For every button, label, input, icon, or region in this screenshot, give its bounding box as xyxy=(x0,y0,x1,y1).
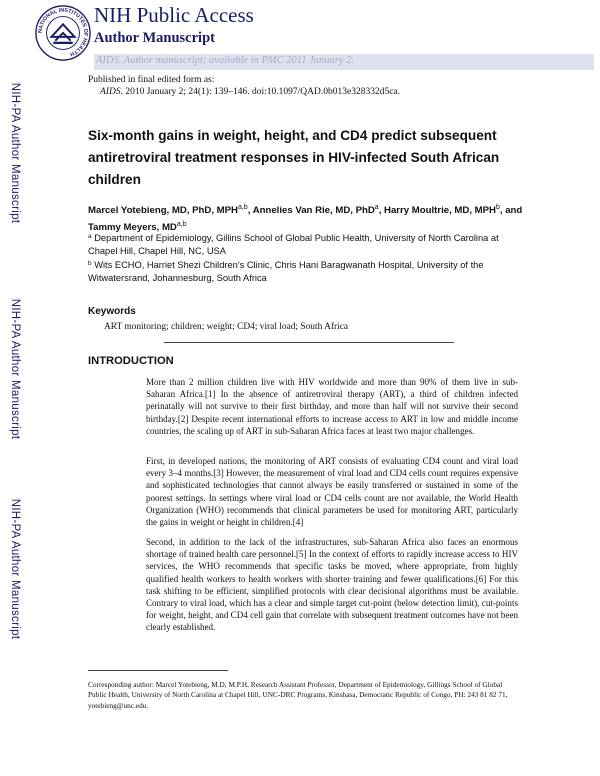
availability-notice: AIDS. Author manuscript; available in PMC 2011 January 2. xyxy=(96,55,354,66)
author-separator: , xyxy=(378,205,385,216)
author-name: Tammy Meyers, MD xyxy=(88,222,177,233)
nih-header xyxy=(0,0,600,72)
side-watermark-3 xyxy=(6,494,24,644)
citation xyxy=(100,87,400,97)
author-name: Marcel Yotebieng, MD, PhD, MPH xyxy=(88,205,238,216)
author-affiliation-mark: a xyxy=(374,204,379,211)
author-name: Harry Moultrie, MD, MPH xyxy=(384,205,496,216)
author-affiliation-mark: a,b xyxy=(237,204,248,211)
logo-ring-text: NATIONAL INSTITUTES OF HEALTH xyxy=(37,7,89,57)
author-name: Annelies Van Rie, MD, PhD xyxy=(252,205,375,216)
side-watermark-2 xyxy=(6,294,24,444)
affiliation-a xyxy=(88,230,528,258)
paragraph-1: More than 2 million children live with HIV worldwide and more than 90% of them live in sub-Saharan Africa.[1] In the absence of antiretroviral therapy (ART), a third of children infected perinatally will not survive to their first birthday, and more than half will not survive their second birthday.[2] Despite recent international efforts to increase access to ART in low and middle income countries, the scaling up of ART in sub-Saharan Africa faces at least two major challenges. xyxy=(146,377,518,436)
author-affiliation-mark: a,b xyxy=(176,221,187,228)
affiliation-text: Wits ECHO, Harriet Shezi Children's Clinic, Chris Hani Baragwanath Hospital, University of the Witwatersrand, Johannesburg, South Africa xyxy=(88,260,484,283)
author-manuscript-label: Author Manuscript xyxy=(94,30,215,46)
divider xyxy=(164,342,454,343)
nih-seal-icon xyxy=(34,4,92,62)
side-watermark-1 xyxy=(6,78,24,228)
affiliation-text: Department of Epidemiology, Gillins School of Global Public Health, University of North Carolina at Chapel Hill, Chapel Hill, NC, USA xyxy=(88,233,499,256)
paragraph-2: First, in developed nations, the monitoring of ART consists of evaluating CD4 count and viral load every 3–4 months.[3] However, the measurement of viral load and CD4 cells count requires expensive and sophisticated technologies that cannot always be easily transferred or sustained in some of the poorest settings. In settings where viral load or CD4 cells count are not available, the World Health Organization (WHO) recommends that clinical parameters be used for monitoring ART, particularly the gains in weight or height in children.[4] xyxy=(146,456,518,528)
published-label: Published in final edited form as: xyxy=(88,75,215,85)
affiliation-b xyxy=(88,257,528,285)
article-title: Six-month gains in weight, height, and CD4 predict subsequent antiretroviral treatment responses in HIV-infected South African children xyxy=(88,128,500,187)
nih-public-access-title: NIH Public Access xyxy=(94,3,254,27)
corresponding-author-footnote: Corresponding author: Marcel Yotebieng, M.D, M.P.H, Research Assistant Professor, Department of Epidemiology, Gillings School of Global Public Health, University of North Carolina at Chapel Hill, UNC-DRC Programs, Kinshasa, Democratic Republic of Congo, PH: 243 81 82 71, yotebieng@unc.edu. xyxy=(88,680,508,710)
journal-name: AIDS xyxy=(100,87,121,97)
author-affiliation-mark: b xyxy=(495,204,500,211)
keywords-text: ART monitoring; children; weight; CD4; viral load; South Africa xyxy=(104,322,349,332)
footnote-divider xyxy=(88,670,228,671)
citation-details: . 2010 January 2; 24(1): 139–146. doi:10.1097/QAD.0b013e328332d5ca. xyxy=(120,87,401,97)
author-separator: , and xyxy=(499,205,523,216)
side-watermark-text: NIH-PA Author Manuscript xyxy=(9,298,21,440)
keywords-heading: Keywords xyxy=(88,306,136,317)
paragraph-3: Second, in addition to the lack of the infrastructures, sub-Saharan Africa also faces an enormous shortage of trained health care personnel.[5] In the context of efforts to rapidly increase access to HIV services, the WHO recommends that specific tasks be moved, where appropriate, from highly qualified health workers to health workers with shorter training and fewer qualifications.[6] For this task shifting to be efficient, simplified protocols with clear decisional algorithms must be available. Contrary to viral load, which has a clear and simple target cut-point (below detection limit), cut-points for weight, height, and CD4 cell gain that correlate with subsequent treatment outcomes have not been clearly established. xyxy=(146,537,518,633)
side-watermark-text: NIH-PA Author Manuscript xyxy=(9,498,21,640)
author-separator: , xyxy=(247,205,253,216)
affiliation-mark: a xyxy=(88,233,92,240)
introduction-heading: INTRODUCTION xyxy=(88,355,174,367)
affiliation-mark: b xyxy=(88,260,92,267)
side-watermark-text: NIH-PA Author Manuscript xyxy=(9,82,21,224)
availability-notice-bar xyxy=(94,54,594,70)
